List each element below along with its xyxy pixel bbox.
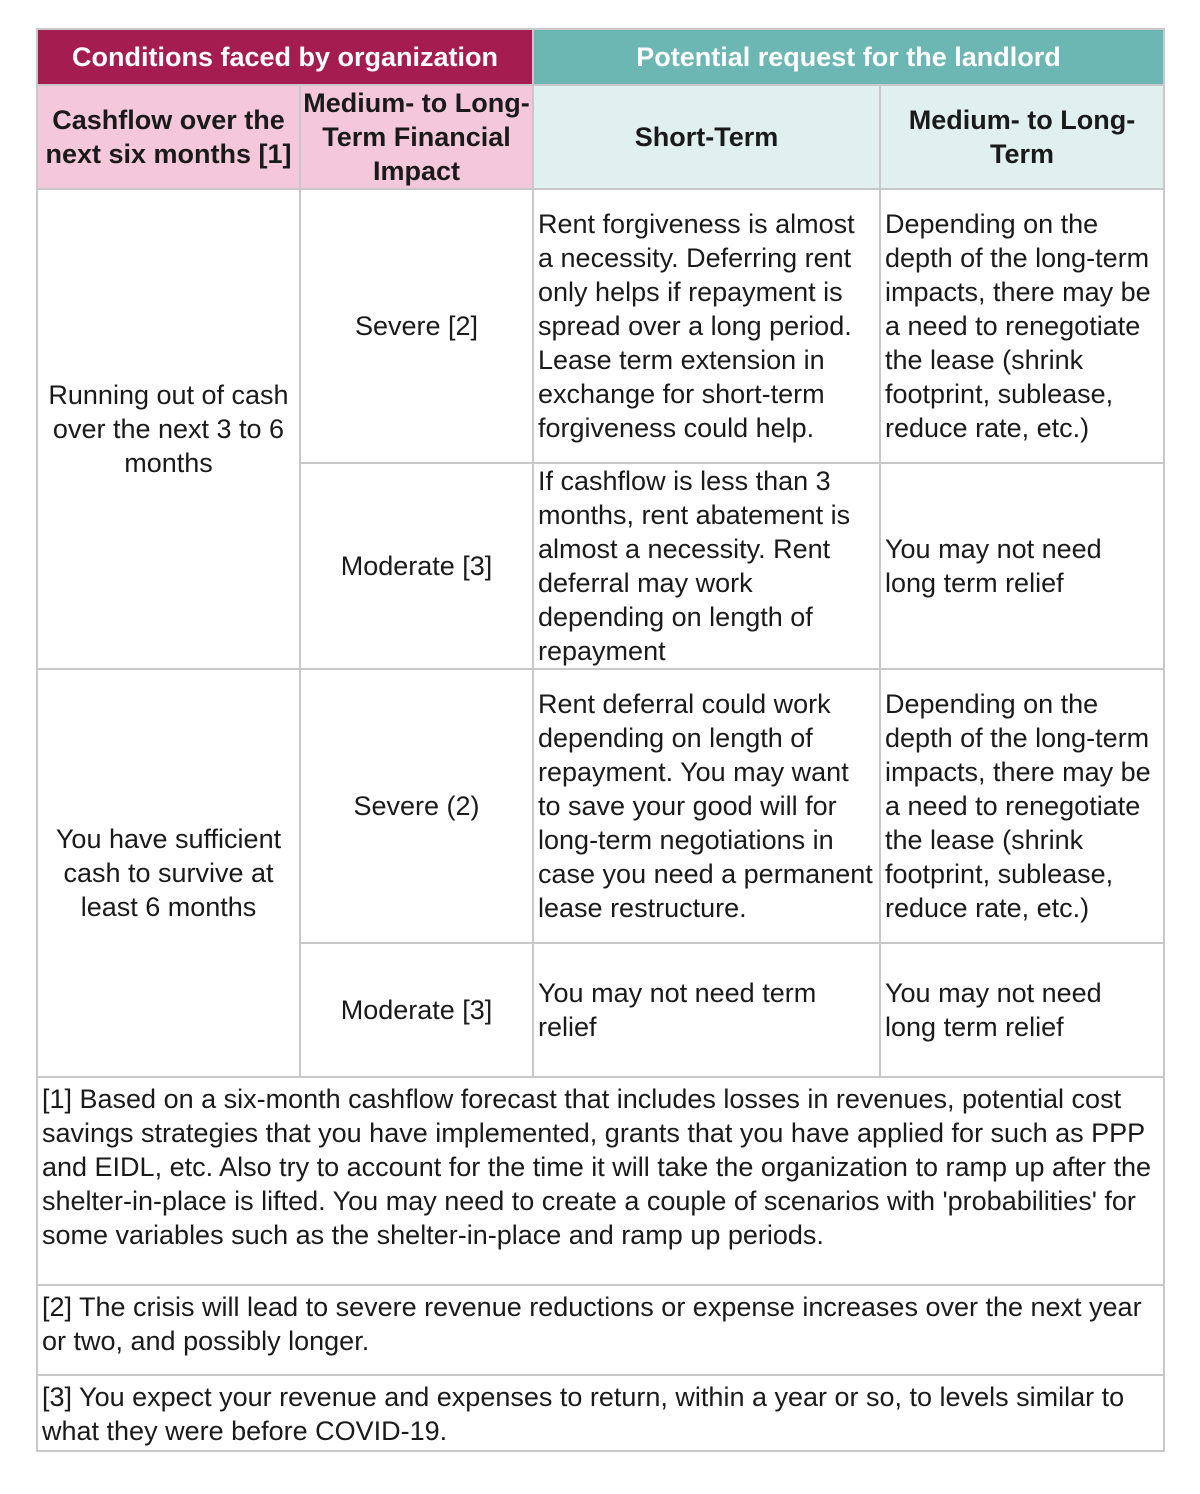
table-row	[37, 669, 1164, 943]
medium-long-cell: You may not need long term relief	[880, 463, 1164, 669]
cashflow-cell: Running out of cash over the next 3 to 6 months	[37, 189, 300, 669]
subheader-row	[37, 85, 1164, 189]
short-term-cell: Rent forgiveness is almost a necessity. Deferring rent only helps if repayment is spread over a long period. Lease term extension in exchange for short-term forgiveness could help.	[533, 189, 880, 463]
impact-cell: Severe [2]	[300, 189, 533, 463]
landlord-request-table	[36, 28, 1165, 1452]
medium-long-cell: Depending on the depth of the long-term impacts, there may be a need to renegotiate the lease (shrink footprint, sublease, reduce rate, etc.)	[880, 189, 1164, 463]
footnote-row	[37, 1077, 1164, 1285]
table-row	[37, 189, 1164, 463]
impact-cell: Moderate [3]	[300, 943, 533, 1077]
impact-cell: Moderate [3]	[300, 463, 533, 669]
header-row	[37, 29, 1164, 85]
short-term-cell: If cashflow is less than 3 months, rent abatement is almost a necessity. Rent deferral may work depending on length of repayment	[533, 463, 880, 669]
cashflow-column-header: Cashflow over the next six months [1]	[37, 85, 300, 189]
impact-column-header: Medium- to Long-Term Financial Impact	[300, 85, 533, 189]
request-header: Potential request for the landlord	[533, 29, 1164, 85]
footnote-row	[37, 1375, 1164, 1451]
short-term-cell: You may not need term relief	[533, 943, 880, 1077]
impact-cell: Severe (2)	[300, 669, 533, 943]
cashflow-cell: You have sufficient cash to survive at least 6 months	[37, 669, 300, 1077]
short-term-column-header: Short-Term	[533, 85, 880, 189]
footnote-row	[37, 1285, 1164, 1375]
short-term-cell: Rent deferral could work depending on length of repayment. You may want to save your good will for long-term negotiations in case you need a permanent lease restructure.	[533, 669, 880, 943]
medium-long-cell: Depending on the depth of the long-term impacts, there may be a need to renegotiate the lease (shrink footprint, sublease, reduce rate, etc.)	[880, 669, 1164, 943]
landlord-request-table-container	[36, 28, 1163, 1452]
footnote-3: [3] You expect your revenue and expenses to return, within a year or so, to levels similar to what they were before COVID-19.	[37, 1375, 1164, 1451]
footnote-1: [1] Based on a six-month cashflow forecast that includes losses in revenues, potential cost savings strategies that you have implemented, grants that you have applied for such as PPP and EIDL, etc. Also try to account for the time it will take the organization to ramp up after the shelter-in-place is lifted. You may need to create a couple of scenarios with 'probabilities' for some variables such as the shelter-in-place and ramp up periods.	[37, 1077, 1164, 1285]
medium-long-cell: You may not need long term relief	[880, 943, 1164, 1077]
footnote-2: [2] The crisis will lead to severe revenue reductions or expense increases over the next year or two, and possibly longer.	[37, 1285, 1164, 1375]
conditions-header: Conditions faced by organization	[37, 29, 533, 85]
medium-long-column-header: Medium- to Long-Term	[880, 85, 1164, 189]
